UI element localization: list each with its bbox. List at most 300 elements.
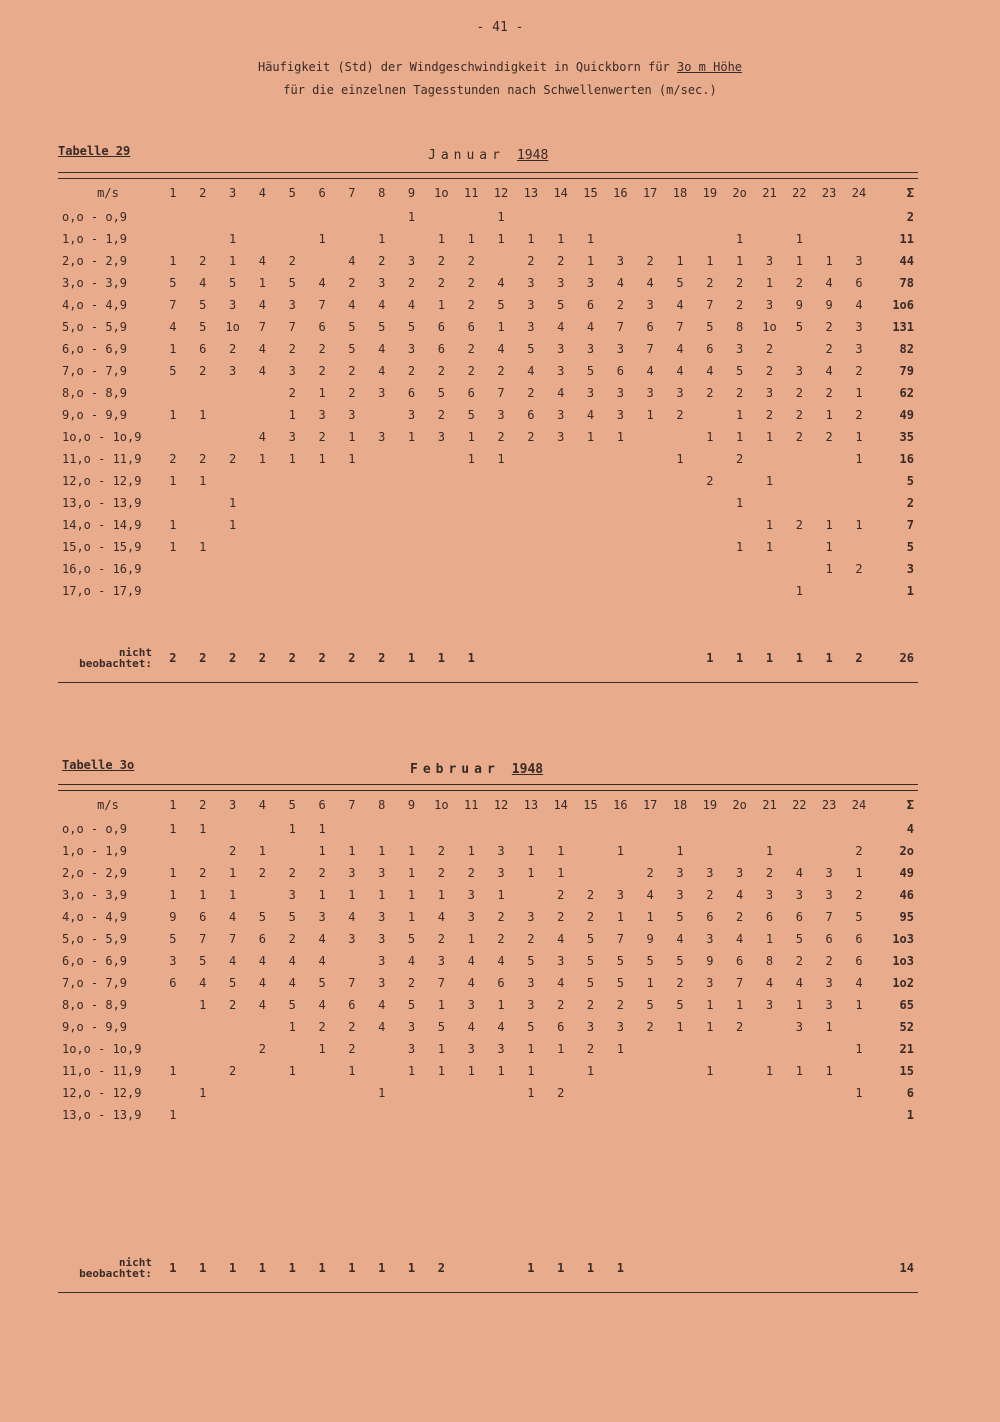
not-observed-count: [665, 644, 695, 672]
not-observed-count: 1: [318, 1261, 326, 1275]
hour-count: 3: [497, 866, 505, 880]
not-observed-count: [844, 1254, 874, 1282]
hour-count: [337, 470, 367, 492]
not-observed-count: 2: [288, 651, 296, 665]
hour-count: [755, 228, 785, 250]
not-observed-count: 1: [407, 651, 416, 665]
hour-count: [516, 536, 546, 558]
table-row: [58, 272, 918, 294]
hour-count: [456, 580, 486, 602]
table-rule-top: [58, 172, 918, 173]
hour-count: [546, 818, 576, 840]
hour-count: 1: [586, 254, 595, 268]
hour-count: 2: [646, 1020, 654, 1034]
hour-header: 2: [199, 186, 207, 200]
hour-count: [814, 492, 844, 514]
hour-count: 2: [437, 276, 445, 290]
not-observed-count: 1: [228, 1261, 237, 1275]
hour-header: 2o: [732, 798, 747, 812]
hour-count: [546, 492, 576, 514]
hour-count: 2: [437, 254, 445, 268]
hour-count: 2: [825, 342, 833, 356]
hour-count: 4: [318, 998, 326, 1012]
table-row: [58, 1060, 918, 1082]
speed-class: o,o - o,9: [62, 210, 128, 224]
hour-header: 18: [672, 798, 688, 812]
hour-count: [158, 840, 188, 862]
hour-count: [367, 206, 397, 228]
speed-class: 2,o - 2,9: [62, 254, 128, 268]
hour-count: 4: [348, 910, 356, 924]
hour-count: 5: [288, 998, 296, 1012]
hour-count: [546, 470, 576, 492]
hour-header: 7: [348, 186, 356, 200]
row-sum: 1o3: [892, 932, 914, 946]
hour-count: [516, 448, 546, 470]
hour-count: 3: [616, 888, 624, 902]
hour-count: [426, 206, 456, 228]
hour-count: 3: [855, 320, 863, 334]
hour-header: 17: [642, 186, 658, 200]
hour-count: [397, 228, 427, 250]
hour-count: 2: [795, 408, 803, 422]
hour-count: 6: [467, 320, 475, 334]
hour-count: [247, 536, 277, 558]
hour-count: [397, 580, 427, 602]
hour-count: 1: [795, 1064, 803, 1078]
hour-count: 3: [765, 254, 774, 268]
page-number: - 41 -: [476, 20, 524, 35]
hour-count: 2: [437, 932, 445, 946]
hour-count: 4: [348, 254, 356, 268]
hour-count: 1: [258, 844, 267, 858]
spacer-row: [58, 602, 918, 644]
hour-count: [307, 1060, 337, 1082]
hour-count: [397, 514, 427, 536]
hour-count: 2: [646, 254, 654, 268]
hour-count: 1: [586, 232, 595, 246]
hour-count: 4: [646, 888, 654, 902]
hour-count: 3: [437, 954, 445, 968]
hour-count: 3: [676, 866, 684, 880]
hour-count: [665, 228, 695, 250]
hour-count: 1: [706, 430, 714, 444]
hour-count: 4: [497, 1020, 505, 1034]
not-observed-count: 1: [437, 651, 445, 665]
hour-count: [158, 1082, 188, 1104]
hour-count: 7: [348, 976, 356, 990]
hour-count: 1: [795, 998, 803, 1012]
hour-count: [695, 818, 725, 840]
hour-count: 3: [855, 254, 863, 268]
hour-count: [546, 448, 576, 470]
hour-count: [486, 818, 516, 840]
hour-count: 2: [169, 452, 177, 466]
hour-count: 7: [228, 932, 237, 946]
hour-count: 3: [378, 976, 386, 990]
hour-count: 1: [467, 1064, 475, 1078]
hour-count: [277, 514, 307, 536]
table-label: Tabelle 29: [58, 144, 131, 158]
hour-count: 2: [318, 430, 326, 444]
hour-count: 2: [318, 364, 326, 378]
table-month: [428, 148, 548, 163]
hour-count: 7: [736, 976, 744, 990]
hour-count: 2: [437, 866, 445, 880]
hour-count: [218, 1016, 248, 1038]
hour-count: [665, 558, 695, 580]
hour-count: [188, 1104, 218, 1126]
hour-count: 7: [825, 910, 833, 924]
hour-header: 6: [318, 798, 326, 812]
hour-count: 2: [318, 866, 326, 880]
hour-count: 4: [228, 910, 237, 924]
hour-count: 1: [706, 998, 714, 1012]
hour-count: 4: [676, 364, 684, 378]
hour-count: [784, 818, 814, 840]
hour-count: 2: [736, 1020, 744, 1034]
hour-count: [576, 514, 606, 536]
hour-count: 5: [586, 364, 595, 378]
hour-count: 3: [378, 386, 386, 400]
hour-count: 7: [646, 342, 654, 356]
hour-count: 1: [557, 232, 565, 246]
hour-header: 4: [258, 186, 267, 200]
hour-count: 2: [437, 364, 445, 378]
hour-count: 1: [169, 1064, 177, 1078]
hour-count: 3: [527, 276, 535, 290]
hour-count: 3: [467, 888, 475, 902]
hour-count: 1: [407, 430, 416, 444]
hour-count: 5: [586, 932, 595, 946]
hour-count: 3: [407, 1020, 416, 1034]
hour-count: 8: [765, 954, 774, 968]
hour-count: [158, 1016, 188, 1038]
hour-count: 1: [706, 1064, 714, 1078]
hour-count: 1: [795, 232, 803, 246]
speed-class: 4,o - 4,9: [62, 298, 128, 312]
hour-count: 1o: [225, 320, 240, 334]
hour-count: 4: [348, 298, 356, 312]
hour-count: 1: [228, 888, 237, 902]
hour-count: [844, 492, 874, 514]
not-observed-count: 2: [437, 1261, 445, 1275]
table-row: [58, 250, 918, 272]
hour-count: 3: [765, 386, 774, 400]
hour-count: 2: [795, 276, 803, 290]
hour-count: 2: [258, 866, 267, 880]
hour-count: 3: [378, 954, 386, 968]
hour-count: 3: [318, 910, 326, 924]
hour-count: [188, 1016, 218, 1038]
hour-count: 2: [407, 976, 416, 990]
hour-count: 6: [169, 976, 177, 990]
hour-count: 5: [646, 954, 654, 968]
not-observed-count: 2: [169, 651, 177, 665]
hour-count: [367, 448, 397, 470]
hour-count: 3: [527, 998, 535, 1012]
hour-count: 4: [437, 910, 445, 924]
hour-count: [605, 492, 635, 514]
hour-count: 1: [855, 386, 863, 400]
hour-count: [218, 536, 248, 558]
hour-count: 6: [437, 342, 445, 356]
hour-count: [277, 206, 307, 228]
hour-header: 2o: [732, 186, 747, 200]
hour-count: 1: [527, 866, 535, 880]
hour-count: [188, 580, 218, 602]
hour-count: [367, 580, 397, 602]
hour-count: [277, 558, 307, 580]
hour-count: [784, 536, 814, 558]
hour-count: 4: [676, 932, 684, 946]
hour-count: [218, 404, 248, 426]
hour-count: 4: [378, 342, 386, 356]
hour-count: 5: [676, 910, 684, 924]
hour-count: 1: [765, 276, 774, 290]
hour-count: [635, 558, 665, 580]
speed-class: 6,o - 6,9: [62, 342, 128, 356]
hour-count: [546, 206, 576, 228]
hour-count: 3: [825, 998, 833, 1012]
hour-count: 1: [467, 932, 475, 946]
hour-count: 3: [557, 342, 565, 356]
hour-count: [635, 426, 665, 448]
hour-count: [516, 558, 546, 580]
hour-count: [844, 1104, 874, 1126]
hour-count: [784, 492, 814, 514]
hour-count: [695, 558, 725, 580]
hour-header: 1: [169, 798, 177, 812]
sum-header: Σ: [906, 186, 914, 200]
hour-count: 1: [557, 844, 565, 858]
hour-count: 2: [765, 866, 774, 880]
hour-count: 2: [706, 888, 714, 902]
hour-count: 1: [199, 998, 207, 1012]
hour-count: 2: [467, 866, 475, 880]
hour-count: 3: [437, 430, 445, 444]
hour-count: [695, 228, 725, 250]
hour-count: 1: [318, 822, 326, 836]
hour-header: 19: [702, 798, 718, 812]
hour-count: 1: [437, 998, 445, 1012]
hour-count: [397, 448, 427, 470]
hour-count: [397, 818, 427, 840]
hour-count: 1: [199, 1086, 207, 1100]
row-sum: 49: [899, 866, 914, 880]
hour-count: 4: [795, 976, 803, 990]
row-sum: 16: [899, 452, 914, 466]
hour-count: 4: [706, 364, 714, 378]
hour-count: [605, 536, 635, 558]
not-observed-row: [58, 644, 918, 672]
hour-count: 1: [855, 998, 863, 1012]
hour-count: 5: [706, 320, 714, 334]
hour-count: 2: [318, 342, 326, 356]
hour-count: 4: [467, 1020, 475, 1034]
not-observed-count: 1: [348, 1261, 356, 1275]
hour-count: [665, 206, 695, 228]
row-sum: 11: [899, 232, 914, 246]
hour-count: 2: [676, 976, 684, 990]
hour-count: 7: [616, 932, 624, 946]
hour-count: [367, 1060, 397, 1082]
hour-count: [158, 382, 188, 404]
hour-count: [844, 536, 874, 558]
not-observed-count: 1: [258, 1261, 267, 1275]
hour-count: [695, 1038, 725, 1060]
hour-count: 2: [825, 386, 833, 400]
hour-count: [188, 514, 218, 536]
hour-count: [426, 818, 456, 840]
month-year: 1948: [516, 148, 549, 163]
hour-count: 4: [378, 298, 386, 312]
hour-count: 1: [407, 866, 416, 880]
hour-count: 1: [437, 232, 445, 246]
hour-count: 1: [825, 408, 833, 422]
hour-header: 2: [199, 798, 207, 812]
speed-class: 1,o - 1,9: [62, 232, 128, 246]
hour-count: 2: [825, 430, 833, 444]
not-observed-count: 1: [407, 1261, 416, 1275]
table-row: [58, 1082, 918, 1104]
hour-count: 4: [258, 954, 267, 968]
hour-header: 3: [228, 186, 237, 200]
hour-count: 9: [706, 954, 714, 968]
row-sum: 2: [906, 210, 914, 224]
hour-header: 7: [348, 798, 356, 812]
hour-count: [218, 206, 248, 228]
hour-count: 1: [318, 452, 326, 466]
hour-count: [814, 1038, 844, 1060]
speed-class: 11,o - 11,9: [62, 452, 142, 466]
hour-count: [844, 1060, 874, 1082]
hour-count: 1: [646, 910, 654, 924]
not-observed-count: [516, 644, 546, 672]
not-observed-label: nicht beobachtet:: [79, 646, 152, 670]
hour-count: 7: [497, 386, 505, 400]
hour-count: 2: [557, 998, 565, 1012]
hour-count: 3: [616, 342, 624, 356]
hour-count: [426, 536, 456, 558]
hour-count: [665, 470, 695, 492]
hour-count: 5: [348, 342, 356, 356]
hour-count: [784, 1038, 814, 1060]
hour-count: [605, 206, 635, 228]
hour-count: 2: [527, 254, 535, 268]
hour-count: 1: [736, 408, 744, 422]
hour-count: [367, 470, 397, 492]
row-sum: 62: [899, 386, 914, 400]
hour-count: 5: [437, 1020, 445, 1034]
hour-header: 3: [228, 798, 237, 812]
hour-count: 1: [825, 254, 833, 268]
speed-class: 7,o - 7,9: [62, 364, 128, 378]
row-sum: 3: [906, 562, 914, 576]
hour-count: 2: [288, 254, 296, 268]
hour-count: [158, 228, 188, 250]
hour-count: 3: [378, 430, 386, 444]
not-observed-count: 1: [616, 1261, 624, 1275]
hour-count: 5: [228, 976, 237, 990]
table-row: [58, 884, 918, 906]
hour-count: 5: [646, 998, 654, 1012]
hour-count: [784, 338, 814, 360]
hour-count: [277, 580, 307, 602]
hour-count: 2: [199, 364, 207, 378]
hour-count: [635, 818, 665, 840]
title-text: Häufigkeit (Std) der Windgeschwindigkeit in Quickborn für: [257, 60, 677, 74]
hour-count: [546, 514, 576, 536]
hour-count: 1: [228, 518, 237, 532]
hour-count: 4: [169, 320, 177, 334]
row-sum: 6: [906, 1086, 914, 1100]
not-observed-count: 1: [586, 1261, 595, 1275]
table-row: [58, 1104, 918, 1126]
speed-class: 6,o - 6,9: [62, 954, 128, 968]
hour-count: [188, 840, 218, 862]
hour-count: 1: [497, 320, 505, 334]
hour-count: 1o: [762, 320, 777, 334]
speed-class: 5,o - 5,9: [62, 932, 128, 946]
hour-count: 1: [169, 540, 177, 554]
hour-count: 1: [736, 430, 744, 444]
hour-count: 1: [169, 518, 177, 532]
hour-count: 1: [646, 976, 654, 990]
hour-count: 2: [527, 386, 535, 400]
hour-count: [337, 1082, 367, 1104]
hour-count: [784, 558, 814, 580]
hour-count: 4: [258, 430, 267, 444]
speed-class: 13,o - 13,9: [62, 1108, 142, 1122]
hour-count: [814, 228, 844, 250]
hour-count: [456, 558, 486, 580]
table-row: [58, 228, 918, 250]
hour-count: [516, 1104, 546, 1126]
hour-count: [218, 382, 248, 404]
hour-count: 2: [557, 254, 565, 268]
hour-count: [725, 558, 755, 580]
not-observed-count: 1: [467, 651, 475, 665]
hour-count: 3: [825, 888, 833, 902]
hour-header: 17: [642, 798, 658, 812]
hour-header: 4: [258, 798, 267, 812]
hour-count: 1: [378, 888, 386, 902]
hour-count: 4: [557, 320, 565, 334]
table-row: [58, 994, 918, 1016]
speed-class: 12,o - 12,9: [62, 1086, 142, 1100]
hour-count: [218, 470, 248, 492]
hour-header: 21: [762, 798, 777, 812]
hour-count: [725, 1060, 755, 1082]
hour-count: [725, 470, 755, 492]
hour-count: 1: [288, 1020, 296, 1034]
hour-count: [337, 514, 367, 536]
hour-count: [247, 818, 277, 840]
hour-count: 5: [288, 276, 296, 290]
table-rule-bottom: [58, 682, 918, 683]
hour-count: [576, 558, 606, 580]
hour-count: 1: [348, 888, 356, 902]
hour-count: 1: [736, 232, 744, 246]
hour-count: 2: [855, 844, 863, 858]
not-observed-count: [695, 1254, 725, 1282]
hour-count: [814, 206, 844, 228]
hour-count: 3: [288, 298, 296, 312]
hour-count: [546, 536, 576, 558]
hour-count: 1: [407, 910, 416, 924]
hour-count: 1: [467, 452, 475, 466]
